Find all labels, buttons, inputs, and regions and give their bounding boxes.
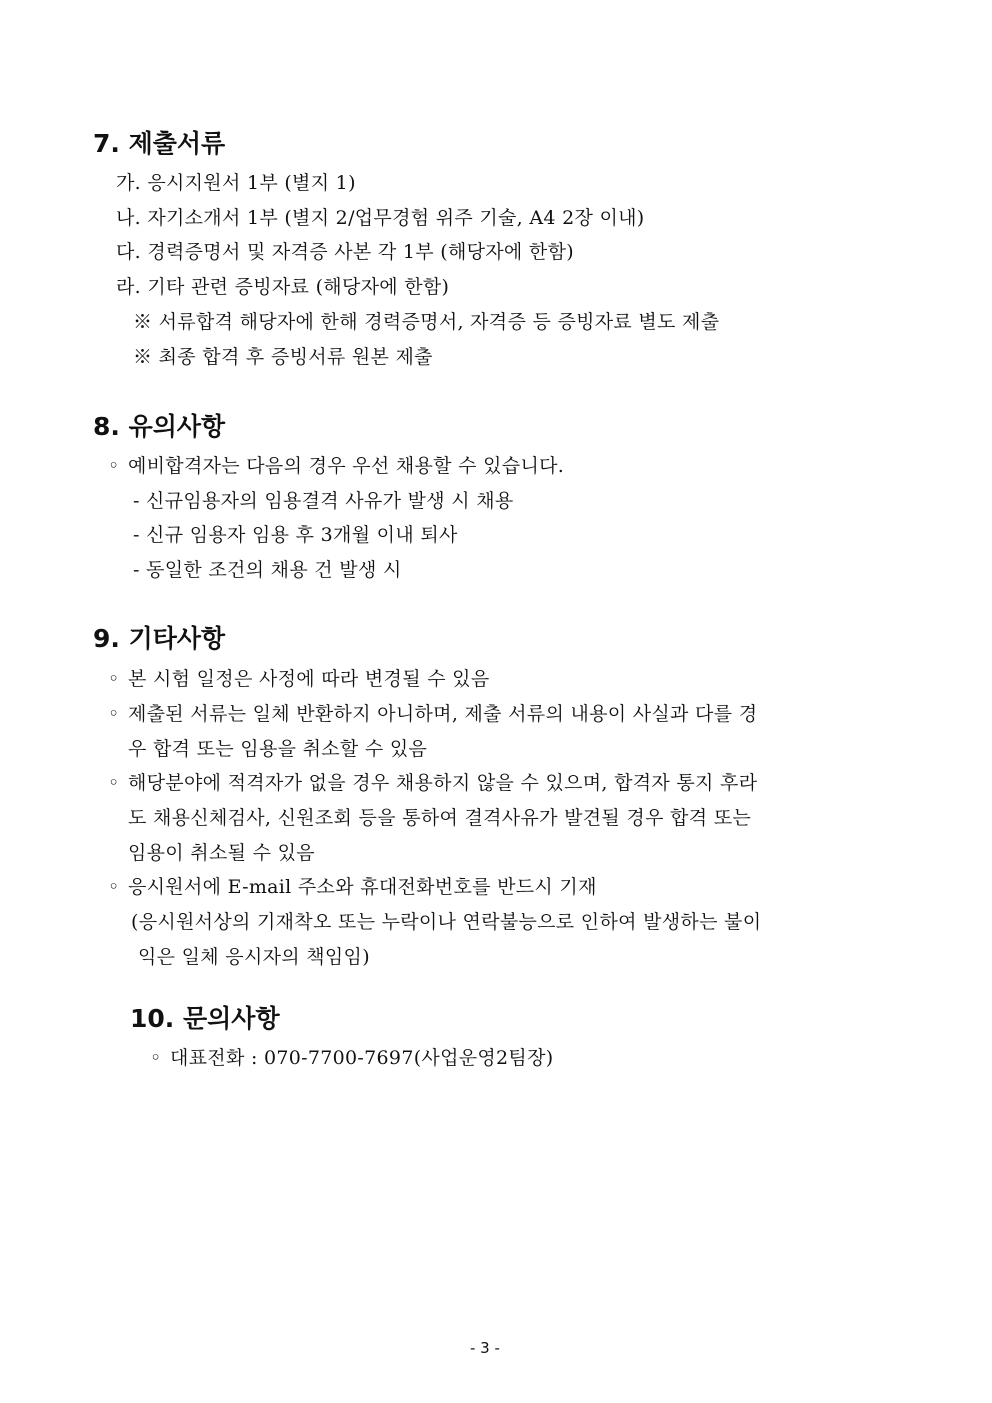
section-8-subitem-1: - 신규임용자의 임용결격 사유가 발생 시 채용	[133, 490, 514, 512]
section-9-item-3-text-1: 해당분야에 적격자가 없을 경우 채용하지 않을 수 있으며, 합격자 통지 후라	[128, 772, 758, 794]
section-7-note-2: ※ 최종 합격 후 증빙서류 원본 제출	[133, 346, 433, 368]
bullet-icon: ◦	[108, 703, 120, 725]
section-9-item-4-line-3: 익은 일체 응시자의 책임임)	[138, 946, 370, 968]
section-7-item-2: 나. 자기소개서 1부 (별지 2/업무경험 위주 기술, A4 2장 이내)	[116, 207, 645, 229]
section-9-item-4-line-2: (응시원서상의 기재착오 또는 누락이나 연락불능으로 인하여 발생하는 불이	[131, 911, 762, 933]
section-9-item-2-line-2: 우 합격 또는 임용을 취소할 수 있음	[128, 738, 428, 760]
section-9-item-4-text-1: 응시원서에 E-mail 주소와 휴대전화번호를 반드시 기재	[128, 876, 597, 898]
section-9-item-2-text-1: 제출된 서류는 일체 반환하지 아니하며, 제출 서류의 내용이 사실과 다를 경	[128, 703, 758, 725]
section-9-item-1	[108, 666, 490, 692]
section-7-item-3: 다. 경력증명서 및 자격증 사본 각 1부 (해당자에 한함)	[116, 241, 574, 263]
section-8-heading: 8. 유의사항	[93, 412, 226, 441]
bullet-icon: ◦	[150, 1047, 162, 1069]
bullet-icon: ◦	[108, 772, 120, 794]
section-9-item-2-line-1	[108, 701, 896, 727]
section-10-heading: 10. 문의사항	[130, 1004, 280, 1033]
section-8-lead-text: 예비합격자는 다음의 경우 우선 채용할 수 있습니다.	[128, 455, 565, 477]
bullet-icon: ◦	[108, 876, 120, 898]
section-9-item-3-line-3: 임용이 취소될 수 있음	[128, 842, 315, 864]
bullet-icon: ◦	[108, 455, 120, 477]
section-9-item-3-line-2: 도 채용신체검사, 신원조회 등을 통하여 결격사유가 발견될 경우 합격 또는	[128, 807, 752, 829]
section-9-item-1-text: 본 시험 일정은 사정에 따라 변경될 수 있음	[128, 668, 490, 690]
section-10-contact	[150, 1045, 553, 1071]
section-7-note-1: ※ 서류합격 해당자에 한해 경력증명서, 자격증 등 증빙자료 별도 제출	[133, 311, 720, 333]
page-number: - 3 -	[470, 1339, 500, 1357]
section-7-item-4: 라. 기타 관련 증빙자료 (해당자에 한함)	[116, 276, 450, 298]
section-8-subitem-2: - 신규 임용자 임용 후 3개월 이내 퇴사	[133, 524, 458, 546]
section-10-contact-text: 대표전화 : 070-7700-7697(사업운영2팀장)	[170, 1047, 554, 1069]
section-8-subitem-3: - 동일한 조건의 채용 건 발생 시	[133, 559, 402, 581]
section-8-lead	[108, 453, 564, 479]
bullet-icon: ◦	[108, 668, 120, 690]
section-9-item-4-line-1	[108, 874, 597, 900]
section-7-heading: 7. 제출서류	[93, 129, 226, 158]
section-9-heading: 9. 기타사항	[93, 624, 226, 653]
section-7-item-1: 가. 응시지원서 1부 (별지 1)	[116, 172, 356, 194]
section-9-item-3-line-1	[108, 770, 896, 796]
